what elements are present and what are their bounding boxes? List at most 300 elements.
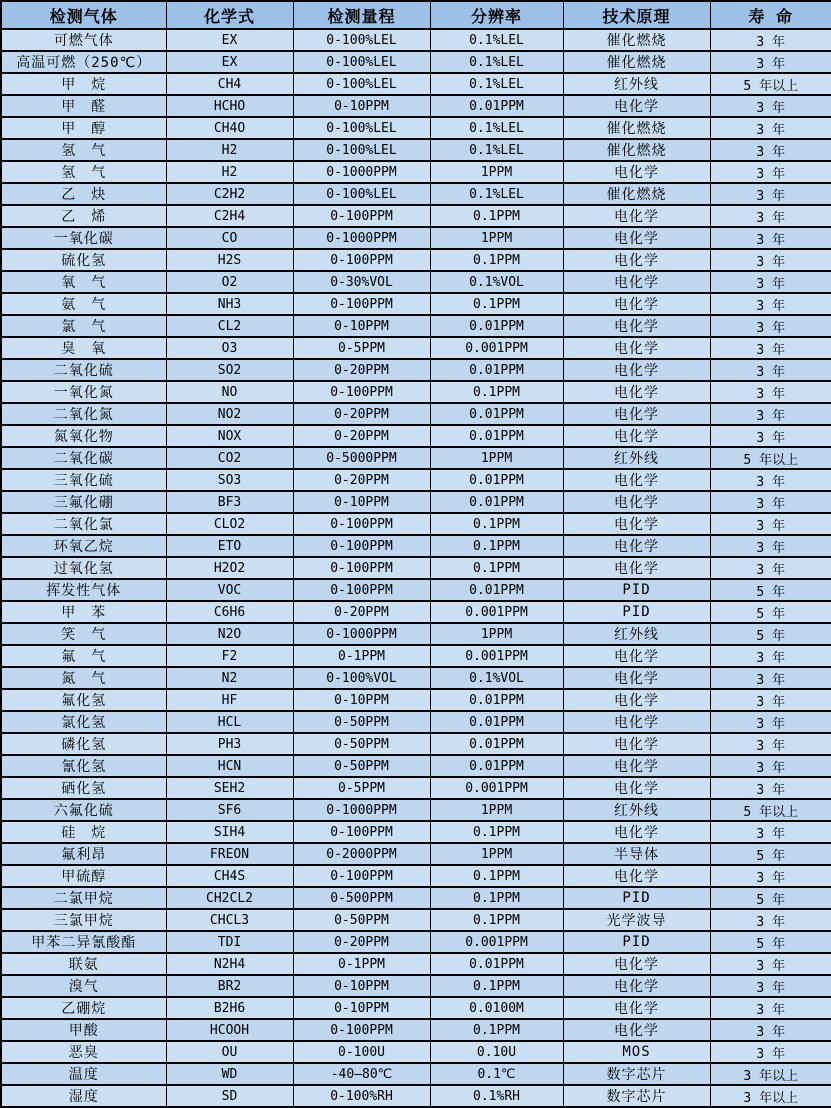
principle-cell: 电化学 — [563, 689, 710, 711]
resolution-cell: 0.01PPM — [430, 491, 563, 513]
table-row — [1, 535, 831, 557]
resolution-cell: 0.001PPM — [430, 601, 563, 623]
resolution-cell: 1PPM — [430, 447, 563, 469]
range-cell: 0-30%VOL — [293, 271, 430, 293]
table-row — [1, 887, 831, 909]
range-cell: 0-5PPM — [293, 337, 430, 359]
range-cell: 0-10PPM — [293, 491, 430, 513]
range-cell: 0-10PPM — [293, 315, 430, 337]
lifespan-cell: 5 年 — [710, 887, 831, 909]
lifespan-cell: 3 年 — [710, 293, 831, 315]
table-row — [1, 161, 831, 183]
resolution-cell: 0.01PPM — [430, 733, 563, 755]
gas-name-cell: 氮氧化物 — [1, 425, 166, 447]
column-header-formula: 化学式 — [166, 1, 293, 29]
gas-name-cell: 溴气 — [1, 975, 166, 997]
range-cell: 0-100%RH — [293, 1085, 430, 1107]
resolution-cell: 0.0100M — [430, 997, 563, 1019]
lifespan-cell: 5 年 — [710, 623, 831, 645]
principle-cell: 电化学 — [563, 161, 710, 183]
lifespan-cell: 3 年以上 — [710, 1063, 831, 1085]
gas-name-cell: 二氧化碳 — [1, 447, 166, 469]
lifespan-cell: 3 年 — [710, 1041, 831, 1063]
gas-name-cell: 硒化氢 — [1, 777, 166, 799]
lifespan-cell: 3 年 — [710, 821, 831, 843]
table-row — [1, 95, 831, 117]
resolution-cell: 0.1%LEL — [430, 117, 563, 139]
lifespan-cell: 3 年 — [710, 513, 831, 535]
table-row — [1, 139, 831, 161]
lifespan-cell: 3 年 — [710, 557, 831, 579]
gas-name-cell: 三氟化硼 — [1, 491, 166, 513]
lifespan-cell: 3 年 — [710, 403, 831, 425]
lifespan-cell: 3 年 — [710, 205, 831, 227]
resolution-cell: 0.1PPM — [430, 1019, 563, 1041]
principle-cell: 电化学 — [563, 513, 710, 535]
table-row — [1, 843, 831, 865]
range-cell: 0-100%VOL — [293, 667, 430, 689]
principle-cell: 电化学 — [563, 645, 710, 667]
range-cell: 0-100PPM — [293, 821, 430, 843]
principle-cell: 催化燃烧 — [563, 139, 710, 161]
resolution-cell: 0.1PPM — [430, 205, 563, 227]
formula-cell: EX — [166, 51, 293, 73]
lifespan-cell: 3 年 — [710, 337, 831, 359]
principle-cell: 电化学 — [563, 271, 710, 293]
table-row — [1, 1085, 831, 1107]
table-row — [1, 821, 831, 843]
range-cell: 0-100PPM — [293, 579, 430, 601]
formula-cell: NOX — [166, 425, 293, 447]
gas-name-cell: 二氧化硫 — [1, 359, 166, 381]
range-cell: 0-5PPM — [293, 777, 430, 799]
formula-cell: NH3 — [166, 293, 293, 315]
range-cell: 0-100PPM — [293, 381, 430, 403]
lifespan-cell: 3 年 — [710, 139, 831, 161]
resolution-cell: 1PPM — [430, 843, 563, 865]
resolution-cell: 0.1PPM — [430, 909, 563, 931]
table-row — [1, 491, 831, 513]
range-cell: 0-1000PPM — [293, 799, 430, 821]
principle-cell: 电化学 — [563, 975, 710, 997]
range-cell: 0-20PPM — [293, 931, 430, 953]
gas-name-cell: 氨 气 — [1, 293, 166, 315]
formula-cell: SO3 — [166, 469, 293, 491]
lifespan-cell: 3 年 — [710, 315, 831, 337]
formula-cell: N2H4 — [166, 953, 293, 975]
gas-name-cell: 三氯甲烷 — [1, 909, 166, 931]
gas-name-cell: 恶臭 — [1, 1041, 166, 1063]
table-row — [1, 51, 831, 73]
table-row — [1, 447, 831, 469]
table-row — [1, 403, 831, 425]
resolution-cell: 0.1%LEL — [430, 139, 563, 161]
table-row — [1, 601, 831, 623]
lifespan-cell: 3 年 — [710, 117, 831, 139]
range-cell: 0-2000PPM — [293, 843, 430, 865]
formula-cell: HCL — [166, 711, 293, 733]
gas-name-cell: 三氧化硫 — [1, 469, 166, 491]
lifespan-cell: 5 年 — [710, 601, 831, 623]
resolution-cell: 0.1PPM — [430, 975, 563, 997]
range-cell: 0-1000PPM — [293, 623, 430, 645]
gas-name-cell: 氟利昂 — [1, 843, 166, 865]
lifespan-cell: 3 年 — [710, 975, 831, 997]
table-row — [1, 953, 831, 975]
lifespan-cell: 5 年以上 — [710, 73, 831, 95]
range-cell: 0-1PPM — [293, 645, 430, 667]
gas-name-cell: 甲 苯 — [1, 601, 166, 623]
range-cell: 0-500PPM — [293, 887, 430, 909]
column-header-principle: 技术原理 — [563, 1, 710, 29]
gas-name-cell: 甲 醇 — [1, 117, 166, 139]
formula-cell: NO — [166, 381, 293, 403]
table-row — [1, 623, 831, 645]
table-row — [1, 579, 831, 601]
lifespan-cell: 3 年 — [710, 469, 831, 491]
principle-cell: 电化学 — [563, 711, 710, 733]
range-cell: 0-1PPM — [293, 953, 430, 975]
resolution-cell: 0.01PPM — [430, 953, 563, 975]
range-cell: 0-10PPM — [293, 975, 430, 997]
lifespan-cell: 3 年 — [710, 865, 831, 887]
formula-cell: B2H6 — [166, 997, 293, 1019]
lifespan-cell: 3 年 — [710, 249, 831, 271]
resolution-cell: 0.1%LEL — [430, 73, 563, 95]
principle-cell: 电化学 — [563, 733, 710, 755]
resolution-cell: 0.001PPM — [430, 645, 563, 667]
range-cell: 0-100PPM — [293, 535, 430, 557]
lifespan-cell: 3 年以上 — [710, 1085, 831, 1107]
principle-cell: 红外线 — [563, 799, 710, 821]
principle-cell: 电化学 — [563, 469, 710, 491]
resolution-cell: 0.1%LEL — [430, 29, 563, 51]
lifespan-cell: 3 年 — [710, 645, 831, 667]
formula-cell: CHCL3 — [166, 909, 293, 931]
gas-name-cell: 过氧化氢 — [1, 557, 166, 579]
formula-cell: SIH4 — [166, 821, 293, 843]
principle-cell: 电化学 — [563, 337, 710, 359]
gas-name-cell: 高温可燃（250℃） — [1, 51, 166, 73]
range-cell: 0-100%LEL — [293, 117, 430, 139]
gas-name-cell: 硅 烷 — [1, 821, 166, 843]
principle-cell: 电化学 — [563, 95, 710, 117]
formula-cell: EX — [166, 29, 293, 51]
lifespan-cell: 3 年 — [710, 711, 831, 733]
principle-cell: 催化燃烧 — [563, 117, 710, 139]
principle-cell: 电化学 — [563, 777, 710, 799]
resolution-cell: 0.01PPM — [430, 359, 563, 381]
principle-cell: 电化学 — [563, 249, 710, 271]
table-row — [1, 513, 831, 535]
gas-name-cell: 乙硼烷 — [1, 997, 166, 1019]
lifespan-cell: 5 年 — [710, 843, 831, 865]
gas-name-cell: 联氨 — [1, 953, 166, 975]
lifespan-cell: 5 年以上 — [710, 447, 831, 469]
principle-cell: 电化学 — [563, 1019, 710, 1041]
table-row — [1, 645, 831, 667]
table-row — [1, 293, 831, 315]
resolution-cell: 0.01PPM — [430, 95, 563, 117]
formula-cell: SF6 — [166, 799, 293, 821]
table-row — [1, 249, 831, 271]
column-header-gas: 检测气体 — [1, 1, 166, 29]
gas-name-cell: 一氧化氮 — [1, 381, 166, 403]
lifespan-cell: 3 年 — [710, 271, 831, 293]
lifespan-cell: 3 年 — [710, 777, 831, 799]
range-cell: 0-100%LEL — [293, 139, 430, 161]
resolution-cell: 0.001PPM — [430, 337, 563, 359]
resolution-cell: 0.1%RH — [430, 1085, 563, 1107]
gas-name-cell: 甲 烷 — [1, 73, 166, 95]
table-row — [1, 931, 831, 953]
table-row — [1, 1019, 831, 1041]
table-row — [1, 755, 831, 777]
principle-cell: 电化学 — [563, 821, 710, 843]
table-row — [1, 733, 831, 755]
table-row — [1, 689, 831, 711]
range-cell: 0-20PPM — [293, 425, 430, 447]
resolution-cell: 0.1%VOL — [430, 271, 563, 293]
table-row — [1, 359, 831, 381]
resolution-cell: 0.01PPM — [430, 425, 563, 447]
lifespan-cell: 5 年 — [710, 931, 831, 953]
resolution-cell: 0.10U — [430, 1041, 563, 1063]
formula-cell: CH2CL2 — [166, 887, 293, 909]
resolution-cell: 1PPM — [430, 623, 563, 645]
range-cell: 0-100%LEL — [293, 183, 430, 205]
principle-cell: 红外线 — [563, 73, 710, 95]
gas-name-cell: 氰化氢 — [1, 755, 166, 777]
principle-cell: PID — [563, 931, 710, 953]
range-cell: 0-100%LEL — [293, 51, 430, 73]
range-cell: 0-100PPM — [293, 205, 430, 227]
resolution-cell: 0.01PPM — [430, 579, 563, 601]
formula-cell: TDI — [166, 931, 293, 953]
principle-cell: 电化学 — [563, 997, 710, 1019]
gas-name-cell: 六氟化硫 — [1, 799, 166, 821]
principle-cell: 电化学 — [563, 359, 710, 381]
lifespan-cell: 5 年以上 — [710, 799, 831, 821]
gas-name-cell: 笑 气 — [1, 623, 166, 645]
gas-name-cell: 乙 炔 — [1, 183, 166, 205]
formula-cell: HCOOH — [166, 1019, 293, 1041]
range-cell: 0-50PPM — [293, 909, 430, 931]
table-row — [1, 73, 831, 95]
range-cell: 0-100%LEL — [293, 29, 430, 51]
principle-cell: 红外线 — [563, 447, 710, 469]
lifespan-cell: 3 年 — [710, 667, 831, 689]
gas-name-cell: 甲 醛 — [1, 95, 166, 117]
gas-name-cell: 甲硫醇 — [1, 865, 166, 887]
formula-cell: H2 — [166, 161, 293, 183]
range-cell: 0-20PPM — [293, 601, 430, 623]
lifespan-cell: 3 年 — [710, 51, 831, 73]
resolution-cell: 0.1PPM — [430, 557, 563, 579]
formula-cell: HCHO — [166, 95, 293, 117]
formula-cell: VOC — [166, 579, 293, 601]
gas-name-cell: 挥发性气体 — [1, 579, 166, 601]
gas-name-cell: 环氧乙烷 — [1, 535, 166, 557]
gas-name-cell: 磷化氢 — [1, 733, 166, 755]
header-row — [1, 1, 831, 29]
table-header — [1, 1, 831, 29]
range-cell: 0-10PPM — [293, 997, 430, 1019]
formula-cell: HF — [166, 689, 293, 711]
gas-name-cell: 氢 气 — [1, 139, 166, 161]
table-row — [1, 315, 831, 337]
range-cell: 0-1000PPM — [293, 161, 430, 183]
table-row — [1, 271, 831, 293]
resolution-cell: 0.01PPM — [430, 689, 563, 711]
formula-cell: CH4 — [166, 73, 293, 95]
formula-cell: BF3 — [166, 491, 293, 513]
resolution-cell: 0.1%LEL — [430, 51, 563, 73]
column-header-range: 检测量程 — [293, 1, 430, 29]
formula-cell: N2O — [166, 623, 293, 645]
table-row — [1, 425, 831, 447]
gas-name-cell: 二氧化氯 — [1, 513, 166, 535]
range-cell: 0-100PPM — [293, 249, 430, 271]
table-row — [1, 381, 831, 403]
resolution-cell: 1PPM — [430, 227, 563, 249]
principle-cell: MOS — [563, 1041, 710, 1063]
table-row — [1, 117, 831, 139]
resolution-cell: 0.1PPM — [430, 249, 563, 271]
principle-cell: 数字芯片 — [563, 1063, 710, 1085]
formula-cell: H2 — [166, 139, 293, 161]
principle-cell: 数字芯片 — [563, 1085, 710, 1107]
formula-cell: C2H4 — [166, 205, 293, 227]
principle-cell: 催化燃烧 — [563, 51, 710, 73]
resolution-cell: 0.01PPM — [430, 403, 563, 425]
gas-name-cell: 氟化氢 — [1, 689, 166, 711]
resolution-cell: 0.01PPM — [430, 315, 563, 337]
resolution-cell: 0.1PPM — [430, 381, 563, 403]
formula-cell: CH4O — [166, 117, 293, 139]
resolution-cell: 0.01PPM — [430, 711, 563, 733]
range-cell: 0-100PPM — [293, 557, 430, 579]
resolution-cell: 0.1PPM — [430, 535, 563, 557]
table-row — [1, 469, 831, 491]
principle-cell: 电化学 — [563, 667, 710, 689]
formula-cell: C6H6 — [166, 601, 293, 623]
formula-cell: PH3 — [166, 733, 293, 755]
table-row — [1, 1041, 831, 1063]
table-row — [1, 1063, 831, 1085]
principle-cell: 电化学 — [563, 557, 710, 579]
formula-cell: SD — [166, 1085, 293, 1107]
range-cell: 0-1000PPM — [293, 227, 430, 249]
formula-cell: ETO — [166, 535, 293, 557]
resolution-cell: 1PPM — [430, 161, 563, 183]
principle-cell: 电化学 — [563, 755, 710, 777]
formula-cell: BR2 — [166, 975, 293, 997]
principle-cell: 催化燃烧 — [563, 29, 710, 51]
lifespan-cell: 5 年 — [710, 579, 831, 601]
table-row — [1, 227, 831, 249]
gas-name-cell: 氧 气 — [1, 271, 166, 293]
table-row — [1, 29, 831, 51]
resolution-cell: 0.1PPM — [430, 513, 563, 535]
principle-cell: 电化学 — [563, 315, 710, 337]
resolution-cell: 0.1PPM — [430, 887, 563, 909]
principle-cell: PID — [563, 887, 710, 909]
table-row — [1, 997, 831, 1019]
gas-name-cell: 氢 气 — [1, 161, 166, 183]
table-row — [1, 667, 831, 689]
resolution-cell: 0.001PPM — [430, 777, 563, 799]
gas-name-cell: 温度 — [1, 1063, 166, 1085]
lifespan-cell: 3 年 — [710, 535, 831, 557]
principle-cell: PID — [563, 579, 710, 601]
formula-cell: WD — [166, 1063, 293, 1085]
range-cell: 0-100U — [293, 1041, 430, 1063]
formula-cell: OU — [166, 1041, 293, 1063]
principle-cell: 催化燃烧 — [563, 183, 710, 205]
gas-name-cell: 可燃气体 — [1, 29, 166, 51]
table-row — [1, 711, 831, 733]
lifespan-cell: 3 年 — [710, 1019, 831, 1041]
column-header-lifespan: 寿 命 — [710, 1, 831, 29]
range-cell: 0-10PPM — [293, 689, 430, 711]
gas-name-cell: 氯化氢 — [1, 711, 166, 733]
lifespan-cell: 3 年 — [710, 953, 831, 975]
table-row — [1, 975, 831, 997]
formula-cell: CL2 — [166, 315, 293, 337]
table-row — [1, 557, 831, 579]
table-row — [1, 777, 831, 799]
gas-name-cell: 臭 氧 — [1, 337, 166, 359]
lifespan-cell: 3 年 — [710, 29, 831, 51]
range-cell: 0-50PPM — [293, 711, 430, 733]
formula-cell: SEH2 — [166, 777, 293, 799]
lifespan-cell: 3 年 — [710, 755, 831, 777]
table-row — [1, 337, 831, 359]
resolution-cell: 0.01PPM — [430, 755, 563, 777]
column-header-resolution: 分辨率 — [430, 1, 563, 29]
principle-cell: 电化学 — [563, 293, 710, 315]
lifespan-cell: 3 年 — [710, 381, 831, 403]
range-cell: 0-100PPM — [293, 293, 430, 315]
range-cell: 0-10PPM — [293, 95, 430, 117]
principle-cell: 电化学 — [563, 865, 710, 887]
table-row — [1, 205, 831, 227]
range-cell: 0-50PPM — [293, 755, 430, 777]
gas-name-cell: 氟 气 — [1, 645, 166, 667]
principle-cell: 电化学 — [563, 227, 710, 249]
principle-cell: 电化学 — [563, 491, 710, 513]
table-row — [1, 865, 831, 887]
formula-cell: CO — [166, 227, 293, 249]
gas-name-cell: 湿度 — [1, 1085, 166, 1107]
gas-name-cell: 乙 烯 — [1, 205, 166, 227]
gas-name-cell: 二氧化氮 — [1, 403, 166, 425]
lifespan-cell: 3 年 — [710, 909, 831, 931]
range-cell: 0-100%LEL — [293, 73, 430, 95]
table-row — [1, 909, 831, 931]
principle-cell: 红外线 — [563, 623, 710, 645]
principle-cell: 电化学 — [563, 953, 710, 975]
gas-name-cell: 甲酸 — [1, 1019, 166, 1041]
resolution-cell: 0.1%LEL — [430, 183, 563, 205]
resolution-cell: 0.1℃ — [430, 1063, 563, 1085]
principle-cell: 电化学 — [563, 403, 710, 425]
lifespan-cell: 3 年 — [710, 359, 831, 381]
resolution-cell: 0.1%VOL — [430, 667, 563, 689]
formula-cell: CH4S — [166, 865, 293, 887]
gas-name-cell: 硫化氢 — [1, 249, 166, 271]
